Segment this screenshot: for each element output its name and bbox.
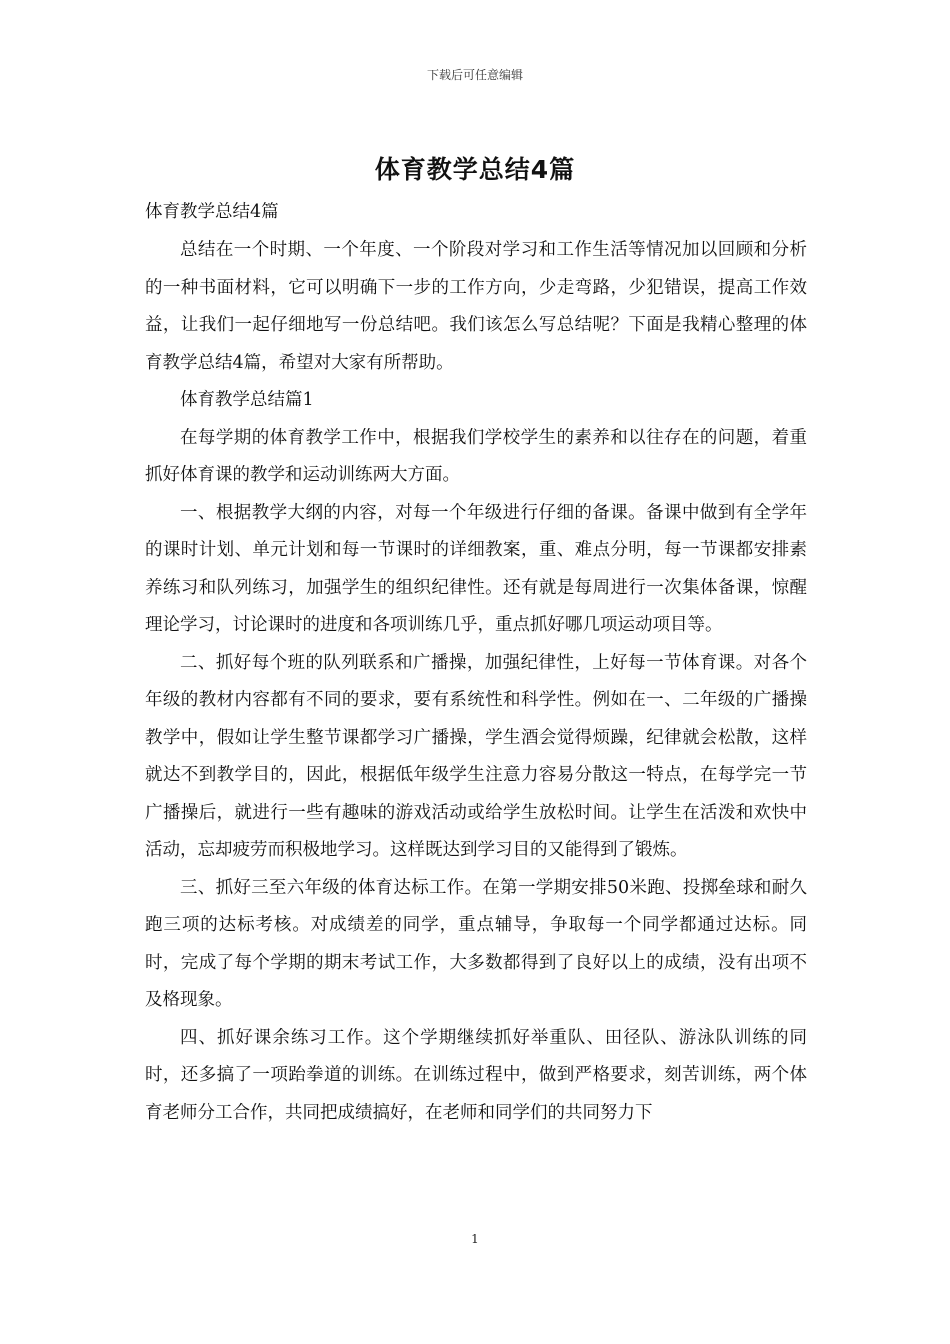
body-paragraph: 在每学期的体育教学工作中，根据我们学校学生的素养和以往存在的问题，着重抓好体育课的教学和运动训练两大方面。 xyxy=(145,427,807,485)
page-header-note: 下载后可任意编辑 xyxy=(426,68,523,82)
document-title: 体育教学总结4篇 xyxy=(374,155,576,184)
body-paragraph: 三、抓好三至六年级的体育达标工作。在第一学期安排50米跑、投掷垒球和耐久跑三项的达标考核。对成绩差的同学，重点辅导，争取每一个同学都通过达标。同时，完成了每个学期的期末考试工作，大多数都得到了良好以上的成绩，没有出项不及格现象。 xyxy=(145,877,807,1010)
document-body xyxy=(145,196,807,1132)
section-heading: 体育教学总结篇1 xyxy=(180,390,314,410)
body-paragraph: 四、抓好课余练习工作。这个学期继续抓好举重队、田径队、游泳队训练的同时，还多搞了一项跆拳道的训练。在训练过程中，做到严格要求，刻苦训练，两个体育老师分工合作，共同把成绩搞好，在老师和同学们的共同努力下 xyxy=(145,1027,807,1123)
document-subtitle: 体育教学总结4篇 xyxy=(145,202,279,222)
body-paragraph: 一、根据教学大纲的内容，对每一个年级进行仔细的备课。备课中做到有全学年的课时计划、单元计划和每一节课时的详细教案，重、难点分明，每一节课都安排素养练习和队列练习，加强学生的组织纪律性。还有就是每周进行一次集体备课，惊醒理论学习，讨论课时的进度和各项训练几乎，重点抓好哪几项运动项目等。 xyxy=(145,502,807,635)
body-paragraph: 二、抓好每个班的队列联系和广播操，加强纪律性，上好每一节体育课。对各个年级的教材内容都有不同的要求，要有系统性和科学性。例如在一、二年级的广播操教学中，假如让学生整节课都学习广播操，学生酒会觉得烦躁，纪律就会松散，这样就达不到教学目的，因此，根据低年级学生注意力容易分散这一特点，在每学完一节广播操后，就进行一些有趣味的游戏活动或给学生放松时间。让学生在活泼和欢快中活动，忘却疲劳而积极地学习。这样既达到学习目的又能得到了锻炼。 xyxy=(145,652,807,860)
page-number: 1 xyxy=(471,1232,479,1246)
intro-paragraph: 总结在一个时期、一个年度、一个阶段对学习和工作生活等情况加以回顾和分析的一种书面材料，它可以明确下一步的工作方向，少走弯路，少犯错误，提高工作效益，让我们一起仔细地写一份总结吧。我们该怎么写总结呢？下面是我精心整理的体育教学总结4篇，希望对大家有所帮助。 xyxy=(145,240,807,373)
